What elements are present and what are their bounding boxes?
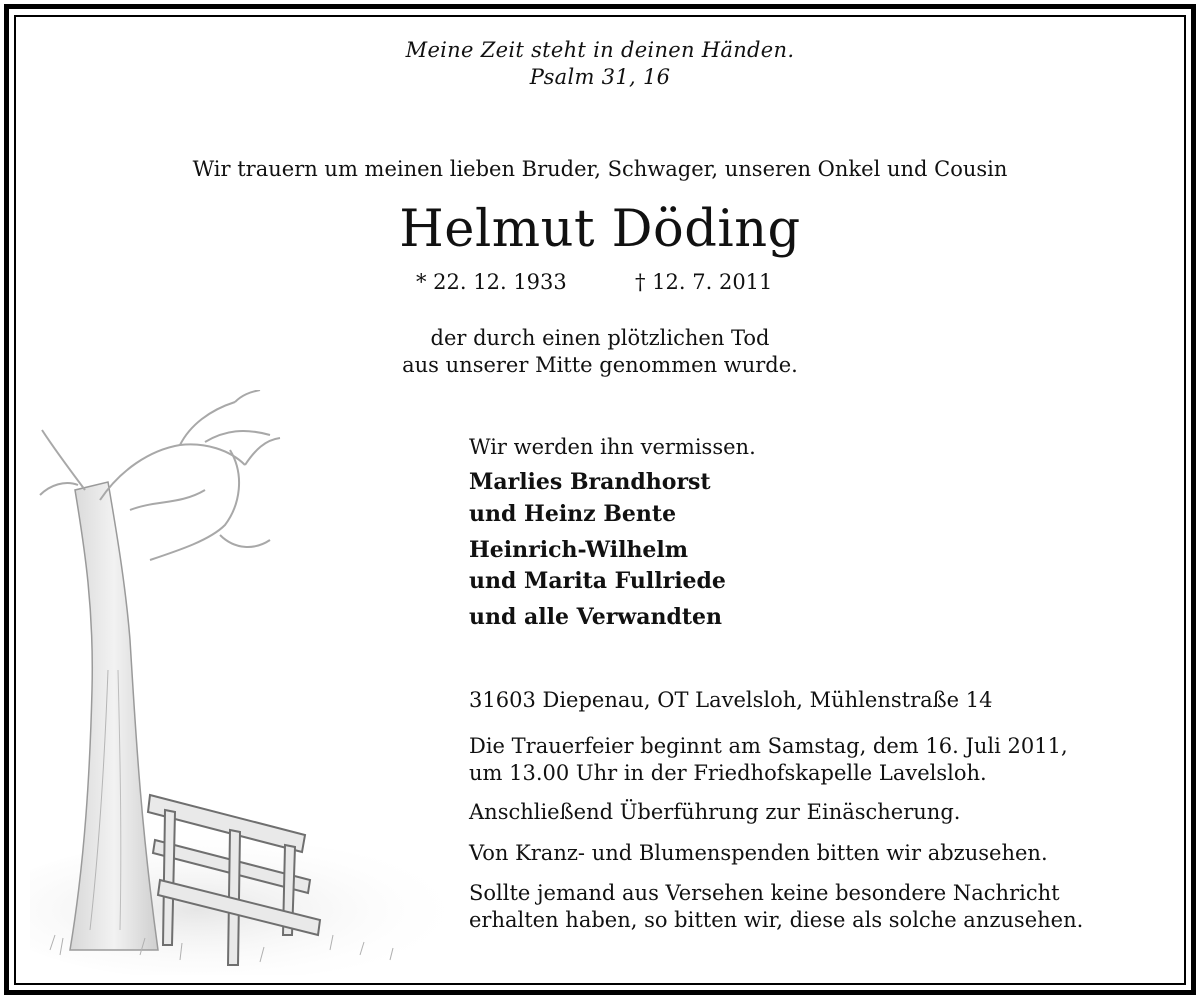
motto-line-2: Psalm 31, 16 bbox=[529, 65, 671, 89]
motto-line-1: Meine Zeit steht in deinen Händen. bbox=[405, 38, 795, 62]
tree-branches bbox=[40, 390, 280, 560]
mourner-line: Marlies Brandhorst bbox=[469, 469, 711, 495]
funeral-line-1: Die Trauerfeier beginnt am Samstag, dem 16. Juli 2011, bbox=[469, 734, 1068, 758]
cremation-note: Anschließend Überführung zur Einäscherung. bbox=[469, 800, 961, 824]
mourner-line: und Heinz Bente bbox=[469, 501, 677, 527]
mourner-line: Heinrich-Wilhelm bbox=[469, 537, 689, 563]
death-note-line-1: der durch einen plötzlichen Tod bbox=[430, 326, 770, 350]
flowers-note: Von Kranz- und Blumenspenden bitten wir abzusehen. bbox=[469, 841, 1048, 865]
funeral-line-2: um 13.00 Uhr in der Friedhofskapelle Lavelsloh. bbox=[469, 761, 987, 785]
mourner-line: und Marita Fullriede bbox=[469, 568, 726, 594]
mourner-line: und alle Verwandten bbox=[469, 604, 723, 630]
death-note-line-2: aus unserer Mitte genommen wurde. bbox=[402, 353, 798, 377]
tree-and-bench-illustration bbox=[30, 390, 450, 975]
birth-date: * 22. 12. 1933 bbox=[416, 270, 567, 294]
notice-line-2: erhalten haben, so bitten wir, diese als solche anzusehen. bbox=[469, 908, 1084, 932]
notice-line-1: Sollte jemand aus Versehen keine besondere Nachricht bbox=[469, 881, 1060, 905]
closing-intro: Wir werden ihn vermissen. bbox=[469, 435, 756, 459]
intro-line: Wir trauern um meinen lieben Bruder, Schwager, unseren Onkel und Cousin bbox=[192, 157, 1008, 181]
address: 31603 Diepenau, OT Lavelsloh, Mühlenstraße 14 bbox=[469, 688, 993, 712]
death-date: † 12. 7. 2011 bbox=[635, 270, 773, 294]
tree-trunk bbox=[70, 482, 158, 950]
deceased-name: Helmut Döding bbox=[399, 200, 801, 259]
